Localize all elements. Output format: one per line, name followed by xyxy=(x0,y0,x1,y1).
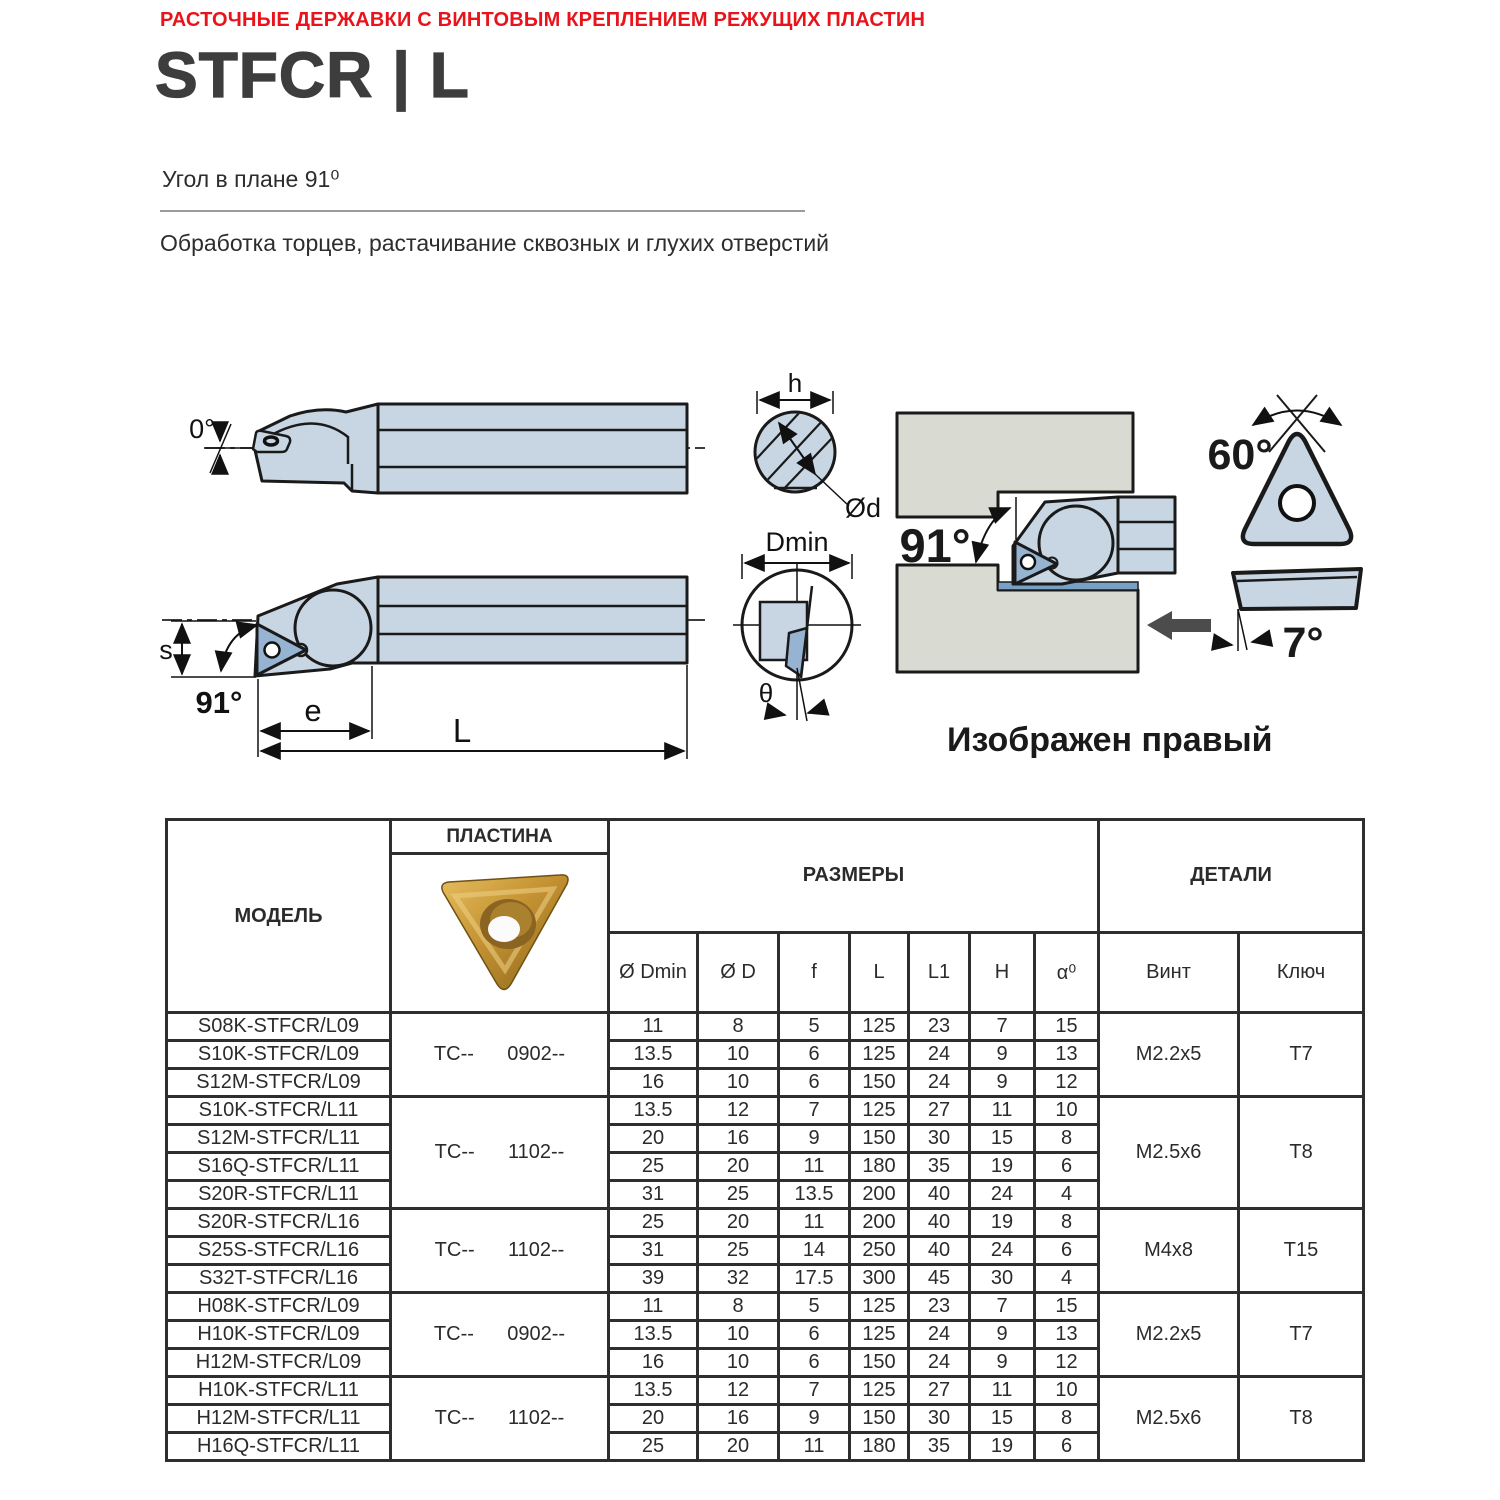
model-cell: S10K-STFCR/L09 xyxy=(167,1041,391,1069)
size-cell: 6 xyxy=(779,1069,850,1097)
size-cell: 30 xyxy=(970,1265,1035,1293)
size-cell: 11 xyxy=(609,1293,698,1321)
model-cell: S20R-STFCR/L11 xyxy=(167,1181,391,1209)
size-cell: 10 xyxy=(1035,1377,1099,1405)
size-cell: 6 xyxy=(1035,1433,1099,1461)
col-header-l: L xyxy=(850,932,909,1012)
size-cell: 150 xyxy=(850,1405,909,1433)
size-cell: 25 xyxy=(609,1153,698,1181)
insert-7deg-drawing xyxy=(1219,569,1361,667)
plate-header-label: ПЛАСТИНА xyxy=(392,821,607,855)
size-cell: 35 xyxy=(909,1433,970,1461)
size-cell: 125 xyxy=(850,1013,909,1041)
size-cell: 23 xyxy=(909,1293,970,1321)
size-cell: 11 xyxy=(609,1013,698,1041)
size-cell: 180 xyxy=(850,1433,909,1461)
size-cell: 24 xyxy=(909,1041,970,1069)
size-cell: 24 xyxy=(909,1349,970,1377)
size-cell: 24 xyxy=(970,1237,1035,1265)
col-header-key: Ключ xyxy=(1239,932,1364,1012)
col-header-plate xyxy=(391,820,609,1013)
size-cell: 250 xyxy=(850,1237,909,1265)
size-cell: 16 xyxy=(698,1405,779,1433)
size-cell: 20 xyxy=(698,1209,779,1237)
screw-cell: M4x8 xyxy=(1099,1209,1239,1293)
technical-drawing xyxy=(0,370,1500,780)
size-cell: 8 xyxy=(1035,1209,1099,1237)
insert-clearance-angle-label: 7° xyxy=(1282,619,1324,667)
size-cell: 25 xyxy=(609,1433,698,1461)
key-cell: T8 xyxy=(1239,1097,1364,1209)
size-cell: 9 xyxy=(970,1069,1035,1097)
size-cell: 6 xyxy=(779,1321,850,1349)
insert-60deg-drawing xyxy=(1207,395,1351,544)
screw-cell: M2.2x5 xyxy=(1099,1293,1239,1377)
size-cell: 125 xyxy=(850,1293,909,1321)
size-cell: 13.5 xyxy=(609,1097,698,1125)
size-cell: 6 xyxy=(779,1041,850,1069)
key-cell: T15 xyxy=(1239,1209,1364,1293)
size-cell: 31 xyxy=(609,1181,698,1209)
screw-cell: M2.2x5 xyxy=(1099,1013,1239,1097)
size-cell: 200 xyxy=(850,1181,909,1209)
size-cell: 11 xyxy=(970,1097,1035,1125)
size-cell: 19 xyxy=(970,1153,1035,1181)
size-cell: 40 xyxy=(909,1237,970,1265)
col-header-d: Ø D xyxy=(698,932,779,1012)
screw-cell: M2.5x6 xyxy=(1099,1097,1239,1209)
size-cell: 7 xyxy=(779,1377,850,1405)
size-cell: 20 xyxy=(698,1433,779,1461)
model-cell: H16Q-STFCR/L11 xyxy=(167,1433,391,1461)
size-cell: 150 xyxy=(850,1349,909,1377)
size-cell: 10 xyxy=(1035,1097,1099,1125)
size-cell: 12 xyxy=(698,1377,779,1405)
size-cell: 180 xyxy=(850,1153,909,1181)
size-cell: 14 xyxy=(779,1237,850,1265)
size-cell: 40 xyxy=(909,1209,970,1237)
model-cell: H10K-STFCR/L11 xyxy=(167,1377,391,1405)
size-cell: 8 xyxy=(1035,1125,1099,1153)
min-bore-drawing xyxy=(733,527,861,721)
col-header-details: ДЕТАЛИ xyxy=(1099,820,1364,933)
size-cell: 10 xyxy=(698,1069,779,1097)
size-cell: 125 xyxy=(850,1041,909,1069)
col-header-h: H xyxy=(970,932,1035,1012)
size-cell: 15 xyxy=(970,1405,1035,1433)
size-cell: 8 xyxy=(698,1293,779,1321)
shank-section-drawing xyxy=(742,370,881,523)
size-cell: 300 xyxy=(850,1265,909,1293)
size-cell: 125 xyxy=(850,1377,909,1405)
size-cell: 9 xyxy=(779,1405,850,1433)
size-cell: 13.5 xyxy=(609,1377,698,1405)
size-cell: 5 xyxy=(779,1293,850,1321)
model-cell: S32T-STFCR/L16 xyxy=(167,1265,391,1293)
head-length-label: e xyxy=(304,693,322,728)
shank-height-label: s xyxy=(159,635,173,665)
total-length-label: L xyxy=(452,712,472,749)
size-cell: 125 xyxy=(850,1321,909,1349)
feed-direction-arrow-icon xyxy=(1147,611,1211,640)
size-cell: 10 xyxy=(698,1349,779,1377)
size-cell: 45 xyxy=(909,1265,970,1293)
size-cell: 11 xyxy=(779,1433,850,1461)
size-cell: 11 xyxy=(779,1153,850,1181)
size-cell: 19 xyxy=(970,1209,1035,1237)
spec-table xyxy=(165,818,1365,1462)
insert-photo xyxy=(392,855,607,1011)
plan-angle-big-label: 91° xyxy=(899,519,971,572)
size-cell: 6 xyxy=(1035,1237,1099,1265)
model-cell: H10K-STFCR/L09 xyxy=(167,1321,391,1349)
size-cell: 30 xyxy=(909,1405,970,1433)
size-cell: 32 xyxy=(698,1265,779,1293)
size-cell: 20 xyxy=(609,1125,698,1153)
dimensioned-view-drawing xyxy=(159,577,705,759)
size-cell: 31 xyxy=(609,1237,698,1265)
insert-point-angle-label: 60° xyxy=(1207,431,1273,479)
size-cell: 27 xyxy=(909,1097,970,1125)
plate-cell: TC-- 0902-- xyxy=(391,1013,609,1097)
angle-note: Угол в плане 91⁰ xyxy=(162,166,340,192)
size-cell: 25 xyxy=(609,1209,698,1237)
model-cell: H12M-STFCR/L09 xyxy=(167,1349,391,1377)
insert-hole-icon xyxy=(1280,486,1314,520)
size-cell: 9 xyxy=(970,1321,1035,1349)
col-header-alpha: α⁰ xyxy=(1035,932,1099,1012)
key-cell: T7 xyxy=(1239,1013,1364,1097)
min-bore-label: Dmin xyxy=(765,527,829,557)
size-cell: 7 xyxy=(779,1097,850,1125)
size-cell: 24 xyxy=(970,1181,1035,1209)
model-cell: S12M-STFCR/L11 xyxy=(167,1125,391,1153)
description: Обработка торцев, растачивание сквозных и глухих отверстий xyxy=(160,230,830,256)
size-cell: 4 xyxy=(1035,1265,1099,1293)
col-header-f: f xyxy=(779,932,850,1012)
size-cell: 20 xyxy=(609,1405,698,1433)
col-header-sizes: РАЗМЕРЫ xyxy=(609,820,1099,933)
key-cell: T8 xyxy=(1239,1377,1364,1461)
size-cell: 11 xyxy=(779,1209,850,1237)
shank-diameter-label: Ød xyxy=(844,493,882,523)
size-cell: 12 xyxy=(1035,1069,1099,1097)
size-cell: 7 xyxy=(970,1013,1035,1041)
size-cell: 35 xyxy=(909,1153,970,1181)
size-cell: 13.5 xyxy=(779,1181,850,1209)
plate-cell: TC-- 1102-- xyxy=(391,1097,609,1209)
size-cell: 12 xyxy=(698,1097,779,1125)
size-cell: 9 xyxy=(779,1125,850,1153)
size-cell: 7 xyxy=(970,1293,1035,1321)
divider xyxy=(160,210,805,212)
size-cell: 13.5 xyxy=(609,1321,698,1349)
size-cell: 16 xyxy=(609,1069,698,1097)
size-cell: 15 xyxy=(970,1125,1035,1153)
size-cell: 13.5 xyxy=(609,1041,698,1069)
size-cell: 15 xyxy=(1035,1293,1099,1321)
size-cell: 6 xyxy=(779,1349,850,1377)
drawing-caption: Изображен правый xyxy=(947,721,1273,759)
size-cell: 16 xyxy=(698,1125,779,1153)
size-cell: 30 xyxy=(909,1125,970,1153)
size-cell: 6 xyxy=(1035,1153,1099,1181)
model-cell: S08K-STFCR/L09 xyxy=(167,1013,391,1041)
size-cell: 16 xyxy=(609,1349,698,1377)
size-cell: 17.5 xyxy=(779,1265,850,1293)
side-view-drawing xyxy=(189,404,705,493)
size-cell: 25 xyxy=(698,1181,779,1209)
model-cell: H08K-STFCR/L09 xyxy=(167,1293,391,1321)
size-cell: 39 xyxy=(609,1265,698,1293)
size-cell: 24 xyxy=(909,1069,970,1097)
size-cell: 20 xyxy=(698,1153,779,1181)
theta-label: θ xyxy=(758,678,774,708)
size-cell: 40 xyxy=(909,1181,970,1209)
size-cell: 27 xyxy=(909,1377,970,1405)
size-cell: 8 xyxy=(1035,1405,1099,1433)
size-cell: 125 xyxy=(850,1097,909,1125)
size-cell: 8 xyxy=(698,1013,779,1041)
model-cell: S16Q-STFCR/L11 xyxy=(167,1153,391,1181)
size-cell: 9 xyxy=(970,1349,1035,1377)
col-header-l1: L1 xyxy=(909,932,970,1012)
size-cell: 13 xyxy=(1035,1321,1099,1349)
col-header-dmin: Ø Dmin xyxy=(609,932,698,1012)
shank-width-label: h xyxy=(787,370,803,398)
plate-cell: TC-- 1102-- xyxy=(391,1209,609,1293)
size-cell: 10 xyxy=(698,1321,779,1349)
plan-angle-label: 91° xyxy=(195,685,243,720)
insert-hole-icon xyxy=(265,643,280,658)
plate-cell: TC-- 1102-- xyxy=(391,1377,609,1461)
size-cell: 15 xyxy=(1035,1013,1099,1041)
size-cell: 25 xyxy=(698,1237,779,1265)
model-cell: H12M-STFCR/L11 xyxy=(167,1405,391,1433)
size-cell: 9 xyxy=(970,1041,1035,1069)
model-cell: S25S-STFCR/L16 xyxy=(167,1237,391,1265)
size-cell: 4 xyxy=(1035,1181,1099,1209)
size-cell: 23 xyxy=(909,1013,970,1041)
plate-cell: TC-- 0902-- xyxy=(391,1293,609,1377)
size-cell: 5 xyxy=(779,1013,850,1041)
model-cell: S12M-STFCR/L09 xyxy=(167,1069,391,1097)
page-title: STFCR | L xyxy=(155,39,470,111)
key-cell: T7 xyxy=(1239,1293,1364,1377)
model-cell: S10K-STFCR/L11 xyxy=(167,1097,391,1125)
size-cell: 24 xyxy=(909,1321,970,1349)
table-body xyxy=(167,1013,1364,1461)
size-cell: 150 xyxy=(850,1069,909,1097)
size-cell: 13 xyxy=(1035,1041,1099,1069)
size-cell: 200 xyxy=(850,1209,909,1237)
screw-cell: M2.5x6 xyxy=(1099,1377,1239,1461)
col-header-model: МОДЕЛЬ xyxy=(167,820,391,1013)
size-cell: 150 xyxy=(850,1125,909,1153)
page-kicker: РАСТОЧНЫЕ ДЕРЖАВКИ С ВИНТОВЫМ КРЕПЛЕНИЕМ РЕЖУЩИХ ПЛАСТИН xyxy=(160,9,926,31)
col-header-screw: Винт xyxy=(1099,932,1239,1012)
model-cell: S20R-STFCR/L16 xyxy=(167,1209,391,1237)
size-cell: 10 xyxy=(698,1041,779,1069)
rake-angle-label: 0° xyxy=(189,414,215,444)
size-cell: 19 xyxy=(970,1433,1035,1461)
size-cell: 11 xyxy=(970,1377,1035,1405)
size-cell: 12 xyxy=(1035,1349,1099,1377)
